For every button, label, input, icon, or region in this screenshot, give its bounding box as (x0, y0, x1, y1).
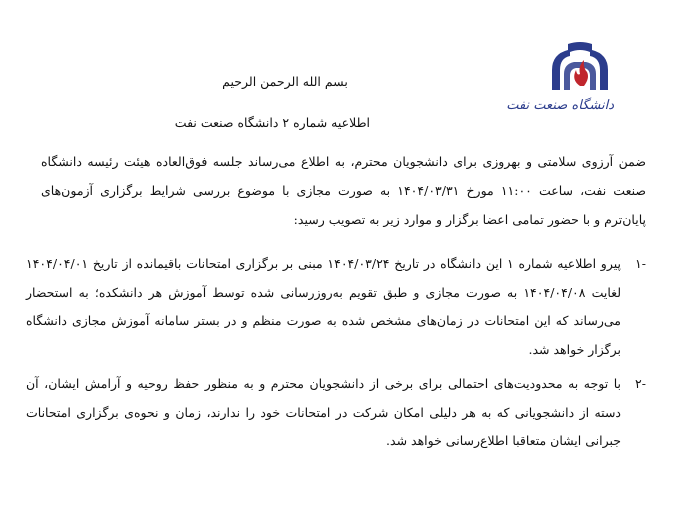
university-logo (506, 40, 614, 122)
logo-text: دانشگاه صنعت نفت (506, 98, 614, 113)
list-item (26, 250, 646, 364)
university-flame-logo-icon (546, 40, 614, 100)
list-item-text: پیرو اطلاعیه شماره ۱ این دانشگاه در تاریخ ۱۴۰۴/۰۳/۲۴ مبنی بر برگزاری امتحانات باقیمانده از تاریخ ۱۴۰۴/۰۴/۰۱ لغایت ۱۴۰۴/۰۴/۰۸ به صورت مجازی و طبق تقویم به‌روزرسانی شده توسط آموزش هر دانشکده؛ به استحضار می‌رساند که این امتحانات در زمان‌های مشخص شده به صورت منظم و در بستر سامانه آموزش مجازی دانشگاه برگزار خواهد شد. (26, 256, 621, 357)
list-item (26, 370, 646, 456)
list-item-text: با توجه به محدودیت‌های احتمالی برای برخی از دانشجویان محترم و به منظور حفظ روحیه و آرامش ایشان، آن دسته از دانشجویانی که به هر دلیلی امکان شرکت در امتحانات خود را ندارند، زمان و نحوه‌ی برگزاری امتحانات جبرانی ایشان متعاقبا اطلاع‌رسانی خواهد شد. (26, 376, 621, 448)
intro-paragraph: ضمن آرزوی سلامتی و بهروزی برای دانشجویان محترم، به اطلاع می‌رساند جلسه فوق‌العاده هیئت رئیسه دانشگاه صنعت نفت، ساعت ۱۱:۰۰ مورخ ۱۴۰۴/۰۳/۳۱ به صورت مجازی با موضوع بررسی شرایط برگزاری آزمون‌های پایان‌ترم و با حضور تمامی اعضا برگزار و موارد زیر به تصویب رسید: (41, 154, 646, 227)
list-item-number: -۲ (635, 376, 646, 391)
list-item-number: -۱ (635, 256, 646, 271)
bismillah-heading: بسم الله الرحمن الرحیم (222, 74, 348, 89)
notice-title: اطلاعیه شماره ۲ دانشگاه صنعت نفت (174, 115, 370, 130)
